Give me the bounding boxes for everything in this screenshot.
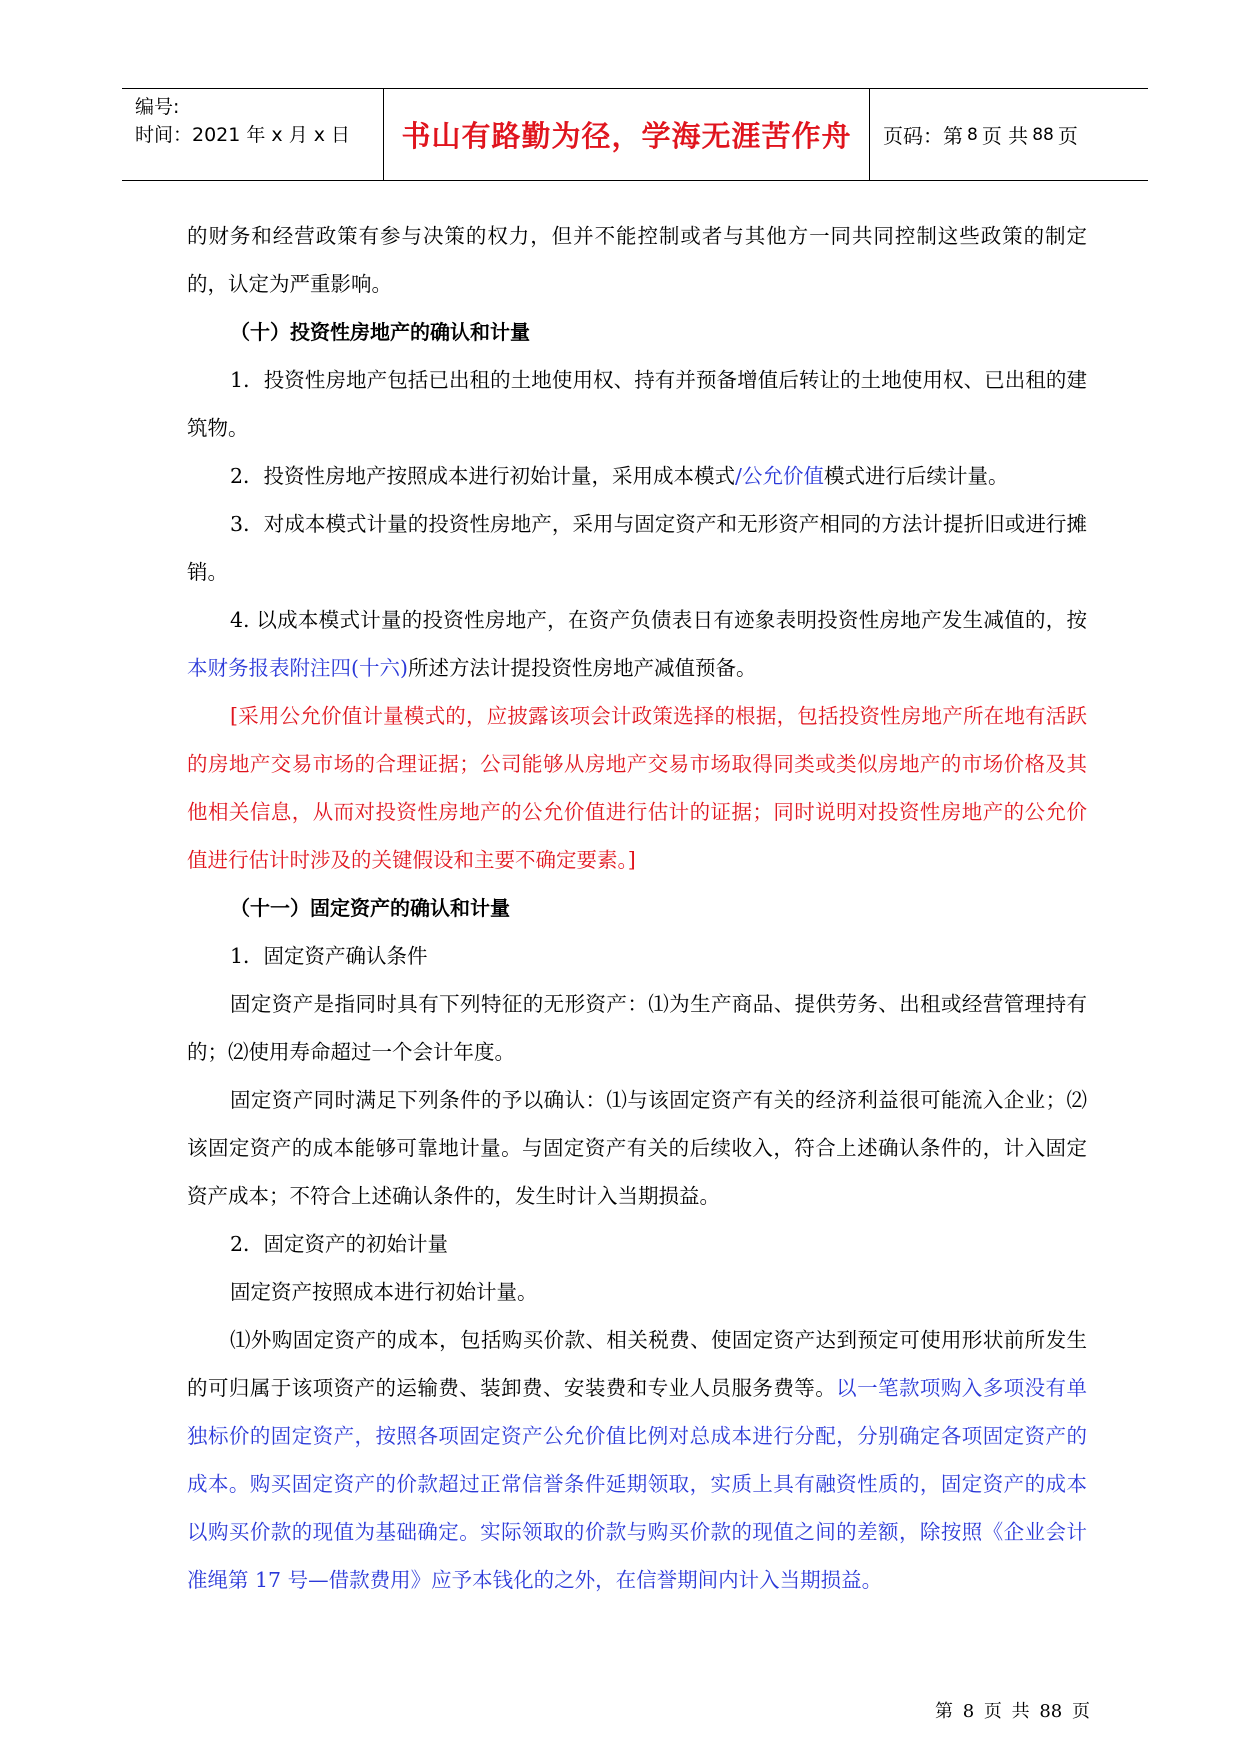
text-span: 2．投资性房地产按照成本进行初始计量，采用成本模式 [230, 464, 736, 488]
paragraph: 1．固定资产确认条件 [230, 944, 428, 968]
page-footer: 第 8 页 共 88 页 [935, 1701, 1090, 1722]
paragraph [187, 452, 1087, 500]
section-heading-10: （十）投资性房地产的确认和计量 [230, 320, 530, 344]
page-prefix: 页码：第 [883, 124, 963, 148]
highlight-span: /公允价值 [735, 464, 824, 488]
page-mid: 页 共 [981, 124, 1029, 148]
paragraph: 的财务和经营政策有参与决策的权力，但并不能控制或者与其他方一同共同控制这些政策的制定的，认定为严重影响。 [187, 224, 1087, 296]
paragraph: 固定资产按照成本进行初始计量。 [230, 1280, 538, 1304]
header-page-info [870, 89, 1148, 180]
cross-reference: 本财务报表附注四(十六) [187, 656, 408, 680]
page-number: 8 [967, 124, 978, 145]
highlight-span: 以一笔款项购入多项没有单独标价的固定资产，按照各项固定资产公允价值比例对总成本进行分配，分别确定各项固定资产的成本。购买固定资产的价款超过正常信誉条件延期领取，实质上具有融资性质的，固定资产的成本以购买价款的现值为基础确定。实际领取的价款与购买价款的现值之间的差额，除按照《企业会计准绳第 17 号—借款费用》应予本钱化的之外，在信誉期间内计入当期损益。 [187, 1376, 1088, 1592]
paragraph: 固定资产是指同时具有下列特征的无形资产：⑴为生产商品、提供劳务、出租或经营管理持有的；⑵使用寿命超过一个会计年度。 [187, 992, 1087, 1064]
page-total: 88 [1032, 124, 1054, 145]
note-paragraph: [采用公允价值计量模式的，应披露该项会计政策选择的根据，包括投资性房地产所在地有活跃的房地产交易市场的合理证据；公司能够从房地产交易市场取得同类或类似房地产的市场价格及其他相关信息，从而对投资性房地产的公允价值进行估计的证据；同时说明对投资性房地产的公允价值进行估计时涉及的关键假设和主要不确定要素。] [187, 704, 1087, 872]
paragraph: 2．固定资产的初始计量 [230, 1232, 449, 1256]
text-span: 模式进行后续计量。 [823, 464, 1009, 488]
header-table [122, 88, 1148, 181]
paragraph [187, 596, 1087, 692]
paragraph: 1．投资性房地产包括已出租的土地使用权、持有并预备增值后转让的土地使用权、已出租的建筑物。 [187, 368, 1087, 440]
text-span: ⑴外购固定资产的成本，包括购买价款、相关税费、使固定资产达到预定可使用形状前所发生的可归属于该项资产的运输费、装卸费、安装费和专业人员服务费等。 [187, 1328, 1087, 1400]
time-label: 时间：2021 年 x 月 x 日 [135, 124, 351, 146]
paragraph: 固定资产同时满足下列条件的予以确认：⑴与该固定资产有关的经济利益很可能流入企业；⑵该固定资产的成本能够可靠地计量。与固定资产有关的后续收入，符合上述确认条件的，计入固定资产成本；不符合上述确认条件的，发生时计入当期损益。 [187, 1088, 1087, 1208]
text-span: 所述方法计提投资性房地产减值预备。 [408, 656, 757, 680]
text-span: 4. 以成本模式计量的投资性房地产，在资产负债表日有迹象表明投资性房地产发生减值的，按 [230, 608, 1087, 632]
page-suffix: 页 [1057, 124, 1078, 148]
header-motto: 书山有路勤为径，学海无涯苦作舟 [384, 89, 870, 180]
paragraph: 3．对成本模式计量的投资性房地产，采用与固定资产和无形资产相同的方法计提折旧或进行摊销。 [187, 512, 1087, 584]
paragraph [187, 1316, 1087, 1604]
section-heading-11: （十一）固定资产的确认和计量 [230, 896, 510, 920]
document-body [187, 212, 1087, 1604]
header-meta [122, 89, 384, 180]
number-label: 编号: [135, 96, 180, 118]
